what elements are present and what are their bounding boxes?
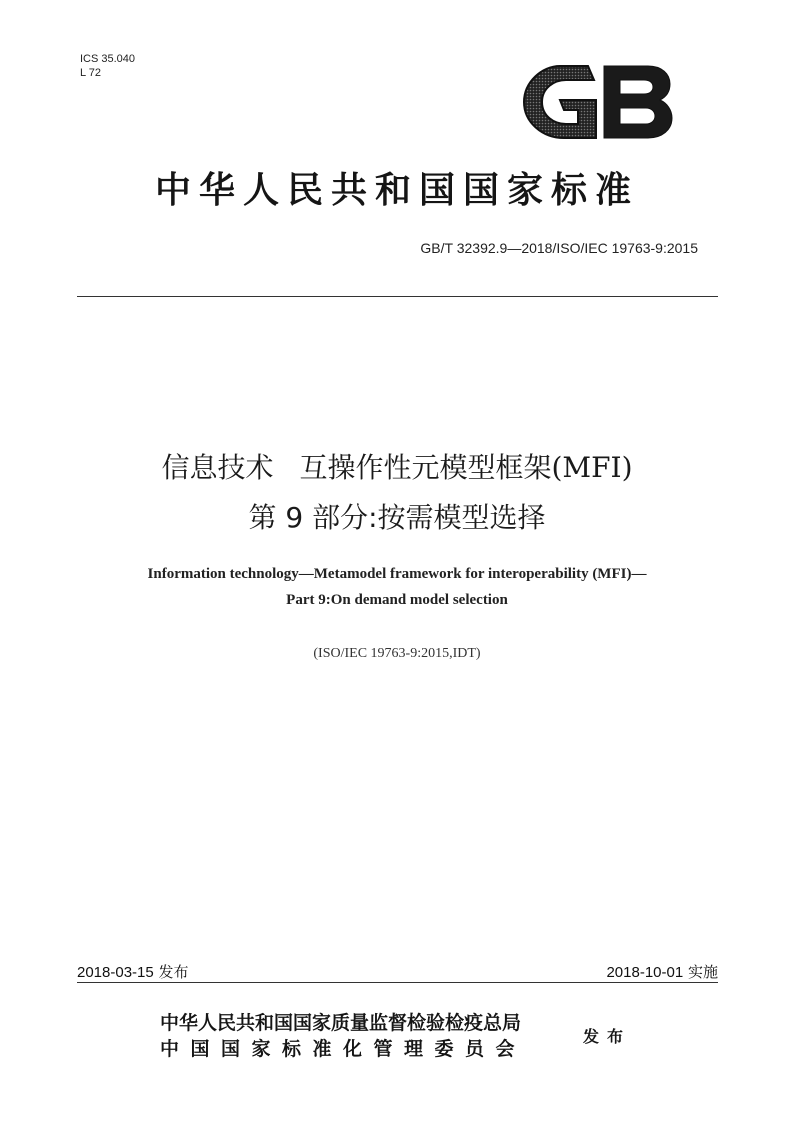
chinese-title-line-2: 第 9 部分:按需模型选择 (248, 501, 546, 534)
issuer-line-2: 中国国家标准化管理委员会 (160, 1038, 527, 1060)
implement-date (606, 961, 718, 982)
english-title-line-2: Part 9:On demand model selection (286, 592, 508, 608)
implement-date-value: 2018-10-01 (606, 964, 684, 981)
chinese-title-line-1 (0, 446, 794, 486)
ccs-code: L 72 (80, 67, 102, 79)
issue-label: 发布 (583, 1027, 632, 1046)
national-standard-heading: 中华人民共和国国家标准 (154, 169, 639, 211)
publish-label: 发布 (158, 963, 189, 981)
title-part-c: (MFI) (551, 451, 633, 484)
english-title-line-1: Information technology—Metamodel framework for interoperability (MFI)— (147, 566, 647, 582)
gb-standard-logo (520, 62, 674, 142)
implement-label: 实施 (687, 963, 718, 981)
adoption-note: (ISO/IEC 19763-9:2015,IDT) (313, 646, 481, 661)
bottom-divider (77, 982, 718, 983)
title-part-a: 信息技术 (161, 451, 274, 484)
classification-codes (80, 52, 135, 80)
issuer-line-1: 中华人民共和国国家质量监督检验检疫总局 (160, 1012, 522, 1034)
top-divider (77, 296, 718, 297)
ics-code: ICS 35.040 (80, 53, 136, 65)
publish-date-value: 2018-03-15 (77, 964, 154, 981)
issuing-authorities (160, 1010, 526, 1062)
gb-logo-icon (520, 62, 674, 142)
standard-number: GB/T 32392.9—2018/ISO/IEC 19763-9:2015 (420, 240, 698, 256)
publish-date (77, 961, 189, 982)
title-part-b: 互操作性元模型框架 (299, 451, 552, 484)
